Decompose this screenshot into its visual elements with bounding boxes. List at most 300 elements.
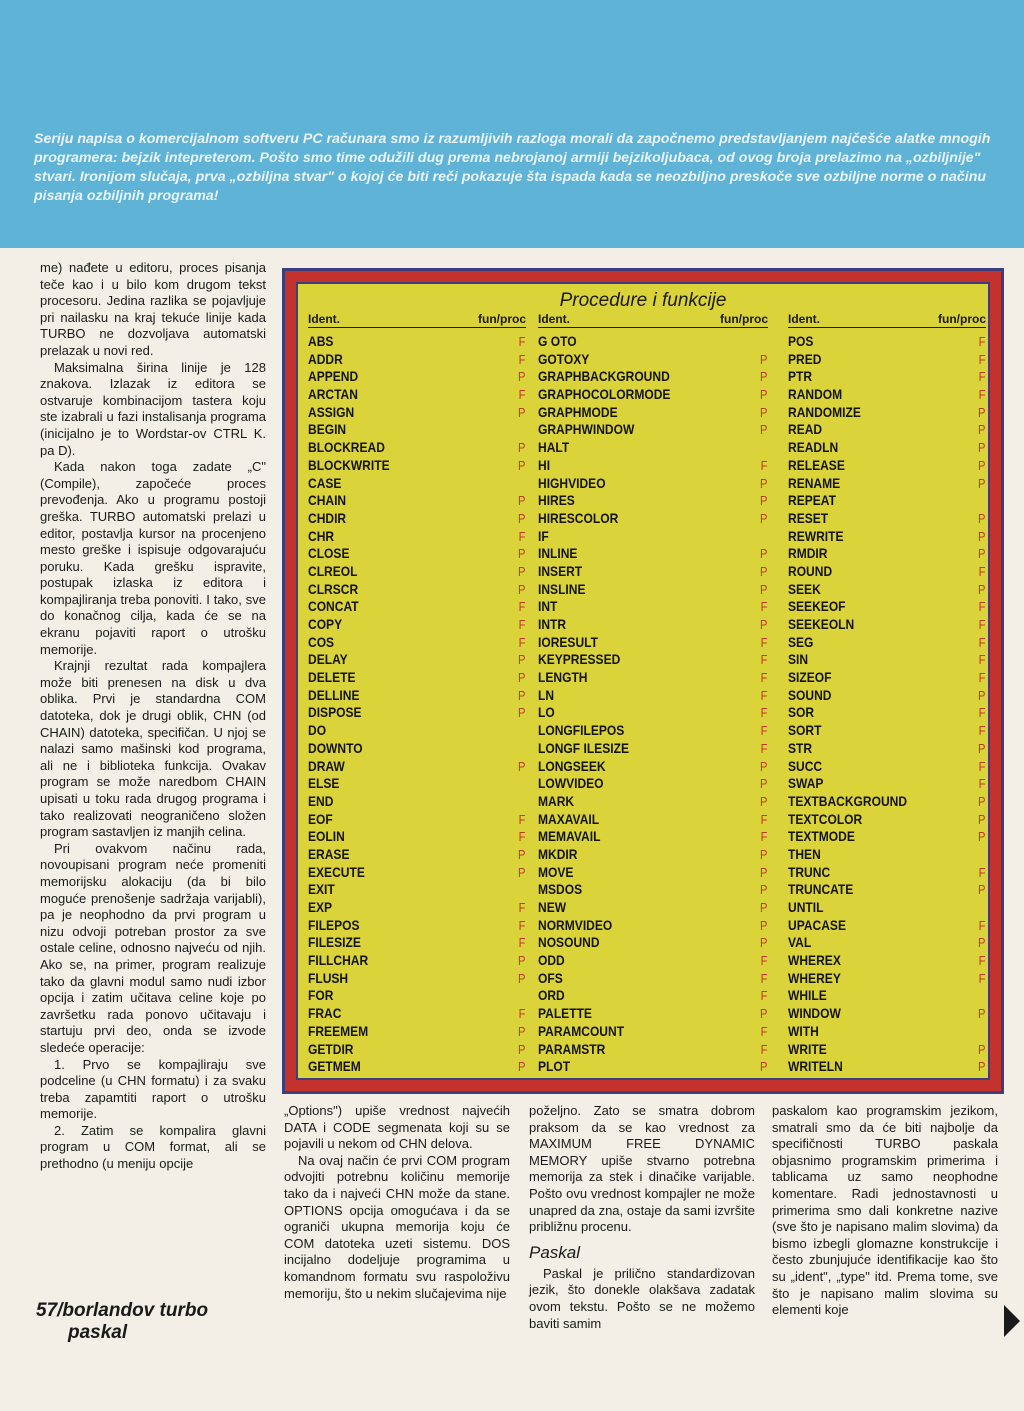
identifier-name: PARAMSTR <box>538 1040 606 1057</box>
table-row <box>308 864 525 882</box>
identifier-type: P <box>518 864 526 880</box>
table-row <box>788 864 986 882</box>
table-row <box>308 881 525 899</box>
header-ident: Ident. <box>538 312 570 326</box>
list-item: 1. Prvo se kompajliraju sve podceline (u CHN formatu) i za svaku treba zapamtiti raport o utrošku memorije. <box>40 1056 266 1122</box>
table-row <box>788 581 986 599</box>
footer-line-1: 57/borlandov turbo <box>36 1300 209 1321</box>
header-banner <box>0 0 1024 248</box>
identifier-type: F <box>760 652 768 668</box>
identifier-name: INLINE <box>538 545 578 562</box>
table-row <box>788 704 986 722</box>
identifier-type: F <box>978 617 986 632</box>
table-row <box>308 669 525 687</box>
identifier-name: END <box>308 792 334 809</box>
table-row <box>308 510 525 528</box>
identifier-name: TEXTBACKGROUND <box>788 792 908 809</box>
identifier-type: P <box>518 404 526 420</box>
identifier-type: P <box>759 1059 768 1075</box>
table-row <box>538 722 767 740</box>
identifier-name: GRAPHOCOLORMODE <box>538 386 671 403</box>
table-row <box>788 881 986 899</box>
paragraph: „Options") upiše vrednost najvećih DATA i CODE segmenata koji su se pojavili u nekom od CHN delova. <box>284 1103 510 1152</box>
table-row <box>538 545 767 563</box>
identifier-name: FLUSH <box>308 969 349 986</box>
identifier-type: P <box>978 404 986 420</box>
table-row <box>538 669 767 687</box>
identifier-type: P <box>518 546 526 562</box>
identifier-name: LONGSEEK <box>538 757 606 774</box>
identifier-name: HALT <box>538 439 570 456</box>
identifier-name: STR <box>788 739 813 756</box>
column-1 <box>40 260 266 1173</box>
table-row <box>538 970 767 988</box>
identifier-type: F <box>760 1023 768 1039</box>
table-row <box>308 793 525 811</box>
identifier-type: P <box>978 811 986 827</box>
identifier-type: P <box>518 369 526 385</box>
table-row <box>788 616 986 634</box>
section-heading: Paskal <box>529 1242 581 1262</box>
identifier-name: NORMVIDEO <box>538 916 613 933</box>
table-row <box>538 687 767 705</box>
table-row <box>538 457 767 475</box>
table-row <box>538 775 767 793</box>
table-row <box>538 386 767 404</box>
identifier-type: F <box>518 334 526 349</box>
identifier-type: P <box>759 493 768 509</box>
table-row <box>788 1005 986 1023</box>
identifier-name: LOWVIDEO <box>538 775 604 792</box>
table-row <box>788 439 986 457</box>
table-row <box>788 404 986 422</box>
table-row <box>538 439 767 457</box>
table-row <box>788 651 986 669</box>
table-header <box>308 312 526 328</box>
column-3 <box>529 1103 755 1332</box>
identifier-name: REWRITE <box>788 527 844 544</box>
table-row <box>538 404 767 422</box>
identifier-name: KEYPRESSED <box>538 651 621 668</box>
table-row <box>538 740 767 758</box>
table-row <box>308 386 525 404</box>
paragraph: me) nađete u editoru, proces pisanja teče kao i u bilo kom drugom tekst procesoru. Jedina razlika se pojavljuje pri nailasku na kraj tekuće linije kada TURBO ne dozvoljava automatski prelazak u novi red. <box>40 260 266 358</box>
paragraph: Krajnji rezultat rada kompajlera može biti prenesen na disk u dva oblika. Prvi je standardna COM datoteka, dok je drugi oblik, CHN (od CHAIN) datoteka, specifičan. U njoj se nalazi samo mašinski kod programa, ali ne i biblioteka funkcija. Ovakav program se može naredbom CHAIN upisati u toku rada drugog programa i tako realizovati neograničeno složen program sastavljen iz manjih celina. <box>40 658 266 840</box>
table-row <box>788 475 986 493</box>
identifier-name: PALETTE <box>538 1005 592 1022</box>
identifier-type: F <box>978 758 986 774</box>
identifier-type: P <box>518 581 526 597</box>
identifier-name: FILESIZE <box>308 934 361 951</box>
table-row <box>538 528 767 546</box>
identifier-type: F <box>978 599 986 615</box>
identifier-type: F <box>760 599 768 615</box>
identifier-name: WHEREY <box>788 969 841 986</box>
identifier-name: FILEPOS <box>308 916 360 933</box>
table-row <box>308 917 525 935</box>
table-row <box>788 758 986 776</box>
identifier-name: SIZEOF <box>788 669 832 686</box>
table-header <box>538 312 768 328</box>
identifier-name: LO <box>538 704 555 721</box>
identifier-name: DELLINE <box>308 686 360 703</box>
identifier-name: READLN <box>788 439 839 456</box>
table-row <box>308 828 525 846</box>
identifier-name: CASE <box>308 474 342 491</box>
identifier-type: F <box>760 953 768 969</box>
identifier-name: THEN <box>788 845 821 862</box>
identifier-name: RESET <box>788 509 829 526</box>
identifier-name: RMDIR <box>788 545 828 562</box>
table-row <box>538 704 767 722</box>
identifier-name: CLRSCR <box>308 580 359 597</box>
identifier-type: P <box>518 1023 526 1039</box>
identifier-type: P <box>978 581 986 597</box>
identifier-type: P <box>759 882 768 898</box>
identifier-name: WHILE <box>788 987 827 1004</box>
identifier-type: P <box>978 829 986 845</box>
identifier-type: F <box>518 387 526 403</box>
intro-text: Seriju napisa o komercijalnom softveru PC računara smo iz razumljivih razloga morali da započnemo predstavljanjem najčešće alatke mnogih programera: bejzik intepreterom. Pošto smo time odužili dug prema nebrojanoj armiji bejzikoljubaca, od ovog broja prelazimo na „ozbiljnije" stvari. Ironijom slučaja, prva „ozbiljna stvar" o kojoj će biti reči pokazuje šta ispada kada se neozbiljno preskoče sve ozbiljne norme o načinu pisanja ozbiljnih programa! <box>34 131 991 204</box>
identifier-name: GRAPHMODE <box>538 403 618 420</box>
identifier-name: CONCAT <box>308 598 359 615</box>
identifier-name: BEGIN <box>308 421 347 438</box>
table-row <box>788 775 986 793</box>
table-row <box>538 510 767 528</box>
identifier-type: F <box>978 387 986 403</box>
identifier-type: F <box>978 917 986 933</box>
identifier-type: P <box>759 900 768 915</box>
table-column-2 <box>538 312 768 1076</box>
identifier-name: CLOSE <box>308 545 350 562</box>
table-row <box>788 846 986 864</box>
identifier-name: LENGTH <box>538 669 588 686</box>
identifier-type: P <box>759 546 768 562</box>
table-row <box>788 987 986 1005</box>
table-row <box>788 970 986 988</box>
table-row <box>788 563 986 581</box>
identifier-type: P <box>759 864 768 880</box>
identifier-name: SIN <box>788 651 809 668</box>
identifier-type: P <box>759 793 768 809</box>
identifier-name: SEEKEOF <box>788 598 846 615</box>
table-row <box>788 828 986 846</box>
identifier-name: INT <box>538 598 558 615</box>
identifier-name: G OTO <box>538 333 577 349</box>
table-row <box>308 987 525 1005</box>
identifier-name: LN <box>538 686 555 703</box>
identifier-name: CHR <box>308 527 335 544</box>
identifier-name: SEG <box>788 633 814 650</box>
identifier-type: F <box>760 705 768 721</box>
table-row <box>308 775 525 793</box>
identifier-type: F <box>978 652 986 668</box>
table-row <box>538 1041 767 1059</box>
table-row <box>308 970 525 988</box>
identifier-name: DISPOSE <box>308 704 362 721</box>
identifier-name: PTR <box>788 368 813 385</box>
table-row <box>538 864 767 882</box>
identifier-name: APPEND <box>308 368 359 385</box>
table-row <box>308 1005 525 1023</box>
table-row <box>788 386 986 404</box>
identifier-name: READ <box>788 421 823 438</box>
table-row <box>788 510 986 528</box>
header-type: fun/proc <box>938 312 986 326</box>
identifier-name: RANDOM <box>788 386 843 403</box>
list-item: 2. Zatim se kompalira glavni program u COM format, ali se prethodno (u meniju opcije <box>40 1122 266 1172</box>
table-row <box>538 368 767 386</box>
table-row <box>308 563 525 581</box>
identifier-type: P <box>978 546 986 562</box>
identifier-name: VAL <box>788 934 812 951</box>
identifier-type: F <box>978 634 986 650</box>
identifier-name: GOTOXY <box>538 350 590 367</box>
identifier-type: P <box>759 1006 768 1022</box>
table-row <box>538 917 767 935</box>
identifier-name: COPY <box>308 616 343 632</box>
identifier-name: MKDIR <box>538 845 578 862</box>
identifier-name: ABS <box>308 333 334 349</box>
paragraph: Na ovaj način će prvi COM program odvojiti potrebnu količinu memorije tako da i najveći CHN može da stane. OPTIONS opcija omogućava i da se ograniči ukupna memorija koju će COM datoteka uzeti sistemu. DOS incijalno dodeljuje programima u komandnom formatu svu raspoloživu memoriju, što u nekim slučajevima nije <box>284 1152 510 1301</box>
identifier-type: F <box>978 670 986 686</box>
identifier-type: P <box>759 776 768 792</box>
identifier-type: F <box>518 528 526 544</box>
identifier-type: F <box>760 970 768 986</box>
identifier-name: GRAPHWINDOW <box>538 421 635 438</box>
paragraph: Paskal je prilično standardizovan jezik, što donekle olakšava zadatak ovom tekstu. Pošto se ne možemo baviti samim <box>529 1265 755 1331</box>
identifier-type: F <box>760 723 768 739</box>
identifier-type: P <box>759 387 768 403</box>
identifier-name: INTR <box>538 616 567 632</box>
identifier-name: BLOCKWRITE <box>308 456 390 473</box>
table-row <box>308 634 525 652</box>
table-row <box>538 952 767 970</box>
identifier-type: F <box>518 811 526 827</box>
table-row <box>538 828 767 846</box>
identifier-name: TRUNC <box>788 863 831 880</box>
identifier-name: FRAC <box>308 1005 342 1022</box>
identifier-name: HIRES <box>538 492 575 509</box>
table-row <box>788 1023 986 1041</box>
identifier-name: ODD <box>538 952 565 969</box>
table-row <box>788 351 986 369</box>
table-row <box>788 1041 986 1059</box>
identifier-name: HI <box>538 456 551 473</box>
identifier-type: P <box>759 935 768 951</box>
identifier-name: IORESULT <box>538 633 598 650</box>
table-row <box>538 1058 767 1076</box>
identifier-name: ERASE <box>308 845 350 862</box>
identifier-name: WRITELN <box>788 1058 843 1075</box>
identifier-type: P <box>518 687 526 703</box>
procedures-table-body <box>296 282 990 1080</box>
identifier-name: MARK <box>538 792 575 809</box>
table-row <box>308 333 525 351</box>
table-row <box>308 368 525 386</box>
identifier-name: DELETE <box>308 669 356 686</box>
table-row <box>308 475 525 493</box>
table-row <box>788 598 986 616</box>
table-row <box>308 528 525 546</box>
identifier-name: WHEREX <box>788 952 841 969</box>
identifier-name: ELSE <box>308 775 340 792</box>
identifier-type: F <box>760 988 768 1004</box>
identifier-type: F <box>518 917 526 933</box>
identifier-name: EOLIN <box>308 828 345 845</box>
table-row <box>538 899 767 917</box>
table-row <box>308 616 525 634</box>
identifier-type: F <box>518 829 526 845</box>
table-row <box>788 934 986 952</box>
table-column-3 <box>788 312 986 1076</box>
table-row <box>308 722 525 740</box>
identifier-type: F <box>978 864 986 880</box>
table-row <box>308 934 525 952</box>
table-row <box>308 439 525 457</box>
identifier-name: FOR <box>308 987 334 1004</box>
identifier-type: P <box>759 475 768 491</box>
identifier-type: P <box>978 793 986 809</box>
identifier-name: WITH <box>788 1022 819 1039</box>
table-row <box>788 811 986 829</box>
identifier-name: CHDIR <box>308 509 347 526</box>
identifier-name: WINDOW <box>788 1005 841 1022</box>
table-row <box>788 368 986 386</box>
identifier-type: F <box>518 599 526 615</box>
identifier-type: P <box>759 917 768 933</box>
identifier-name: GRAPHBACKGROUND <box>538 368 670 385</box>
table-row <box>308 1023 525 1041</box>
table-row <box>788 528 986 546</box>
identifier-name: TEXTMODE <box>788 828 855 845</box>
identifier-name: SOR <box>788 704 815 721</box>
identifier-name: NOSOUND <box>538 934 600 951</box>
identifier-type: F <box>978 705 986 721</box>
identifier-type: F <box>760 670 768 686</box>
identifier-type: F <box>978 723 986 739</box>
identifier-name: SWAP <box>788 775 824 792</box>
table-row <box>308 651 525 669</box>
table-row <box>538 475 767 493</box>
table-row <box>788 421 986 439</box>
identifier-type: P <box>518 758 526 774</box>
table-row <box>538 987 767 1005</box>
identifier-type: P <box>759 351 768 367</box>
identifier-type: P <box>518 440 526 456</box>
identifier-name: INSLINE <box>538 580 586 597</box>
identifier-type: P <box>978 440 986 456</box>
table-row <box>308 581 525 599</box>
table-row <box>308 704 525 722</box>
identifier-name: DRAW <box>308 757 345 774</box>
table-row <box>788 722 986 740</box>
identifier-name: UPACASE <box>788 916 846 933</box>
table-row <box>538 846 767 864</box>
identifier-name: DOWNTO <box>308 739 363 756</box>
column-2 <box>284 1103 510 1302</box>
identifier-type: P <box>978 422 986 438</box>
identifier-type: F <box>978 351 986 367</box>
table-row <box>538 793 767 811</box>
identifier-type: P <box>759 422 768 438</box>
identifier-type: P <box>978 510 986 526</box>
identifier-name: MOVE <box>538 863 574 880</box>
identifier-type: P <box>759 563 768 579</box>
identifier-type: P <box>978 475 986 491</box>
table-row <box>788 1058 986 1076</box>
table-row <box>788 899 986 917</box>
table-row <box>538 1005 767 1023</box>
identifier-name: EOF <box>308 810 333 827</box>
table-row <box>538 333 767 351</box>
identifier-type: P <box>759 581 768 597</box>
table-row <box>788 793 986 811</box>
table-row <box>538 934 767 952</box>
table-row <box>308 899 525 917</box>
continue-arrow-icon <box>1004 1305 1020 1337</box>
table-title: Procedure i funkcije <box>559 290 727 311</box>
table-row <box>788 687 986 705</box>
identifier-name: MSDOS <box>538 881 583 898</box>
identifier-name: PLOT <box>538 1058 571 1075</box>
identifier-type: F <box>518 1006 526 1022</box>
identifier-type: P <box>978 935 986 951</box>
identifier-type: P <box>759 617 768 632</box>
identifier-type: P <box>518 652 526 668</box>
identifier-type: P <box>759 846 768 862</box>
table-row <box>788 492 986 510</box>
identifier-name: INSERT <box>538 562 583 579</box>
column-4 <box>772 1103 998 1319</box>
table-row <box>538 634 767 652</box>
identifier-name: RENAME <box>788 474 841 491</box>
identifier-type: F <box>978 334 986 349</box>
table-row <box>538 563 767 581</box>
identifier-name: UNTIL <box>788 899 824 915</box>
header-ident: Ident. <box>308 312 340 326</box>
identifier-name: SUCC <box>788 757 823 774</box>
identifier-type: P <box>518 510 526 526</box>
identifier-name: DO <box>308 722 327 739</box>
identifier-name: IF <box>538 527 549 544</box>
table-row <box>308 421 525 439</box>
identifier-name: TEXTCOLOR <box>788 810 863 827</box>
identifier-name: TRUNCATE <box>788 881 854 898</box>
identifier-type: P <box>518 953 526 969</box>
table-row <box>308 351 525 369</box>
identifier-type: F <box>518 351 526 367</box>
identifier-type: P <box>518 705 526 721</box>
identifier-name: POS <box>788 333 814 349</box>
table-row <box>538 811 767 829</box>
table-row <box>788 333 986 351</box>
identifier-type: F <box>978 953 986 969</box>
table-row <box>538 616 767 634</box>
footer-line-2: paskal <box>68 1322 128 1343</box>
identifier-name: EXP <box>308 899 333 915</box>
identifier-name: EXIT <box>308 881 335 898</box>
header-ident: Ident. <box>788 312 820 326</box>
identifier-name: GETDIR <box>308 1040 354 1057</box>
identifier-name: OFS <box>538 969 563 986</box>
table-header <box>788 312 986 328</box>
identifier-type: F <box>518 900 526 915</box>
header-type: fun/proc <box>720 312 768 326</box>
table-row <box>308 952 525 970</box>
table-row <box>788 457 986 475</box>
identifier-name: ROUND <box>788 562 833 579</box>
